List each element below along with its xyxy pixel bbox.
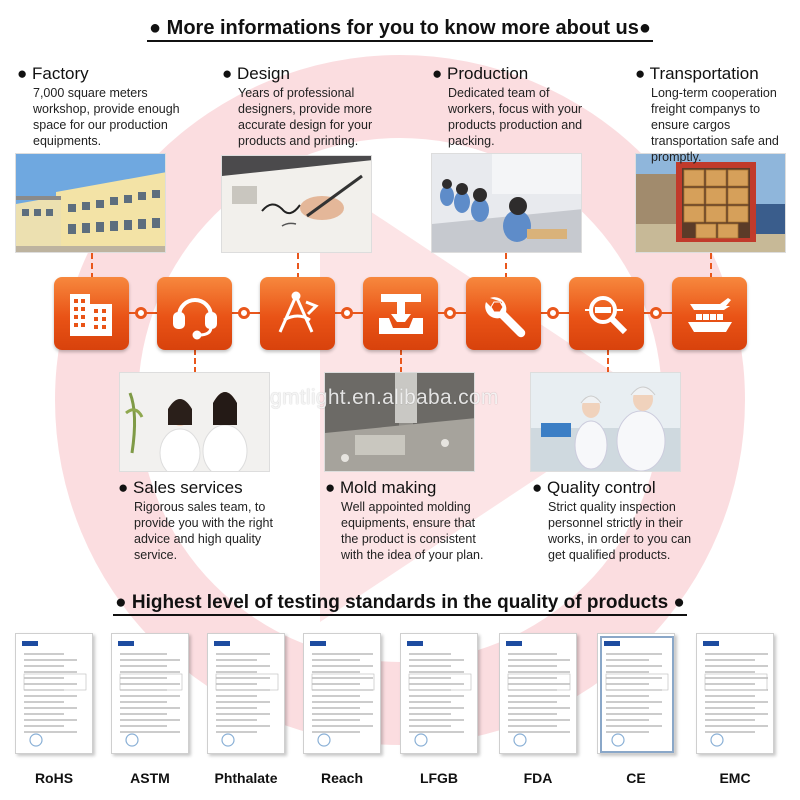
cert-label-rohs: RoHS: [34, 770, 74, 786]
certificate-document-icon: [500, 634, 577, 754]
connector-dot: [238, 307, 250, 319]
building-icon: [54, 277, 129, 350]
mold-title: ● Mold making: [325, 478, 437, 497]
design-desc: Years of professional designers, provide more accurate design for your products and printing.: [238, 86, 373, 148]
connector-mold: [400, 349, 402, 373]
page-title: ● More informations for you to know more about us●: [0, 17, 800, 40]
sales-info: [118, 478, 283, 563]
sales-desc: Rigorous sales team, to provide you with the right advice and high quality service.: [134, 500, 273, 562]
certificate-document-icon: [304, 634, 381, 754]
quality-photo: [530, 372, 681, 472]
headset-icon: [157, 277, 232, 350]
wrench-icon: [466, 277, 541, 350]
transportation-photo: [635, 153, 786, 253]
certificate-fda: [499, 633, 577, 754]
design-info: [222, 64, 382, 149]
plane-ship-icon: [672, 277, 747, 350]
magnifier-icon: [569, 277, 644, 350]
connector-factory: [91, 253, 93, 279]
certificate-document-icon: [697, 634, 774, 754]
cert-label-astm: ASTM: [130, 770, 170, 786]
certificate-phthalate: [207, 633, 285, 754]
certificate-reach: [303, 633, 381, 754]
certificate-astm: [111, 633, 189, 754]
certificate-rohs: [15, 633, 93, 754]
cert-label-phthalate: Phthalate: [214, 770, 278, 786]
quality-desc: Strict quality inspection personnel strictly in their works, in order to you can get qualified products.: [548, 500, 692, 562]
connector-production: [505, 253, 507, 279]
connector-design: [297, 253, 299, 279]
design-photo: [221, 155, 372, 253]
factory-info: [17, 64, 182, 149]
quality-title: ● Quality control: [532, 478, 656, 497]
section-title: ● Highest level of testing standards in the quality of products ●: [0, 592, 800, 614]
transportation-title: ● Transportation: [635, 64, 759, 83]
factory-title: ● Factory: [17, 64, 89, 83]
design-tools-icon: [260, 277, 335, 350]
production-desc: Dedicated team of workers, focus with your products production and packing.: [448, 86, 583, 148]
certificate-document-icon: [401, 634, 478, 754]
production-photo: [431, 153, 582, 253]
quality-info: [532, 478, 700, 563]
connector-dot: [341, 307, 353, 319]
connector-dot: [444, 307, 456, 319]
certificate-document-icon: [208, 634, 285, 754]
connector-sales: [194, 349, 196, 373]
connector-dot: [650, 307, 662, 319]
certificate-lfgb: [400, 633, 478, 754]
mold-info: [325, 478, 490, 563]
connector-dot: [547, 307, 559, 319]
cert-label-ce: CE: [626, 770, 646, 786]
transportation-info: [635, 64, 795, 165]
connector-transportation: [710, 253, 712, 279]
production-title: ● Production: [432, 64, 529, 83]
certificate-document-icon: [112, 634, 189, 754]
certificate-document-icon: [16, 634, 93, 754]
factory-desc: 7,000 square meters workshop, provide enough space for our production equipments.: [33, 86, 180, 148]
connector-quality: [607, 349, 609, 373]
sales-photo: [119, 372, 270, 472]
certificate-ce: [597, 633, 675, 754]
production-info: [432, 64, 592, 149]
mold-desc: Well appointed molding equipments, ensure that the product is consistent with the idea of your plan.: [341, 500, 484, 562]
cert-label-reach: Reach: [320, 770, 364, 786]
certificate-emc: [696, 633, 774, 754]
watermark: gmtlight.en.alibaba.com: [270, 386, 499, 409]
mold-icon: [363, 277, 438, 350]
connector-dot: [135, 307, 147, 319]
design-title: ● Design: [222, 64, 290, 83]
cert-label-fda: FDA: [523, 770, 553, 786]
cert-label-emc: EMC: [719, 770, 751, 786]
factory-photo: [15, 153, 166, 253]
cert-label-lfgb: LFGB: [419, 770, 459, 786]
certificate-document-icon: [598, 634, 675, 754]
transportation-desc: Long-term cooperation freight companys to ensure cargos transportation safe and promptly.: [651, 86, 779, 164]
sales-title: ● Sales services: [118, 478, 243, 497]
